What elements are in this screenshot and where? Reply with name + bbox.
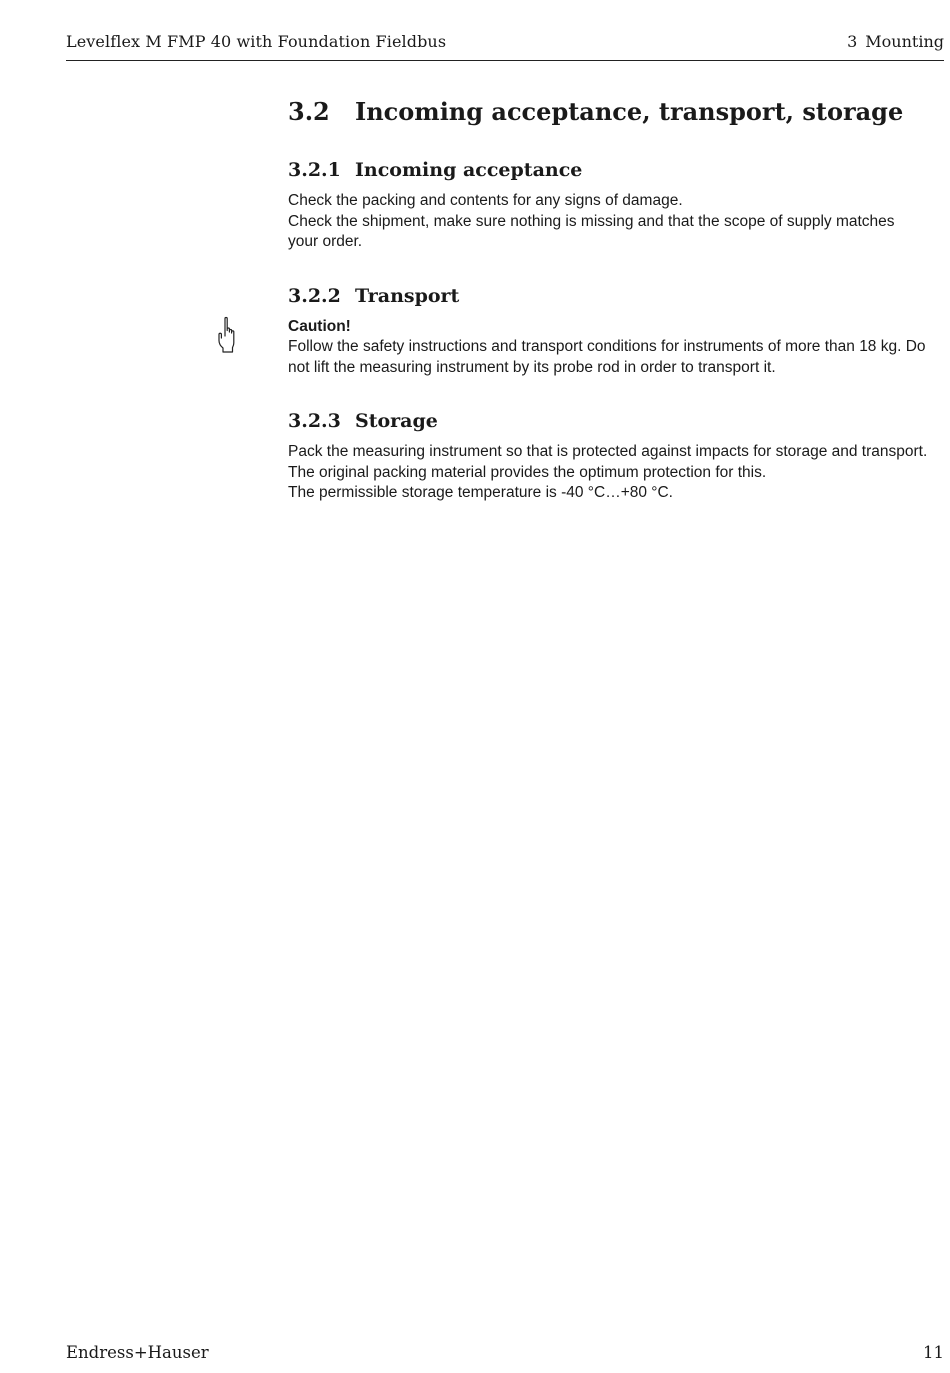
page-number: 11 [923, 1343, 944, 1362]
subsection-title: Transport [355, 284, 460, 307]
incoming-check-packing: Check the packing and contents for any signs of damage. [288, 192, 683, 209]
section-heading [288, 95, 928, 129]
subsection-heading-storage [288, 408, 928, 434]
chapter-title: Mounting [865, 32, 944, 51]
subsection-heading-incoming [288, 157, 928, 183]
caution-hand-icon [214, 316, 240, 354]
incoming-check-shipment: Check the shipment, make sure nothing is missing and that the scope of supply matches your order. [288, 212, 895, 250]
subsection-title: Storage [355, 410, 438, 432]
caution-label: Caution! [288, 317, 351, 335]
subsection-heading-transport [288, 283, 928, 309]
section-title: Incoming acceptance, transport, storage [355, 97, 904, 126]
subsection-number: 3.2.2 [288, 284, 341, 307]
subsection-number: 3.2.1 [288, 159, 341, 181]
subsection-number: 3.2.3 [288, 410, 341, 432]
footer-brand-logo: Endress+Hauser [66, 1343, 209, 1362]
page-header [66, 30, 944, 61]
caution-text: Follow the safety instructions and transport conditions for instruments of more than 18 kg. Do not lift the measuring instrument by its probe rod in order to transport it. [288, 338, 926, 376]
section-number: 3.2 [288, 97, 330, 126]
main-content [288, 95, 928, 504]
storage-packing-text: Pack the measuring instrument so that is protected against impacts for storage and transport. The original packing material provides the optimum protection for this. [288, 443, 928, 481]
document-title: Levelflex M FMP 40 with Foundation Fieldbus [66, 32, 447, 51]
subsection-title: Incoming acceptance [355, 159, 583, 181]
storage-temperature-text: The permissible storage temperature is -40 °C…+80 °C. [288, 484, 673, 501]
chapter-heading [847, 32, 944, 51]
chapter-number: 3 [847, 32, 858, 51]
